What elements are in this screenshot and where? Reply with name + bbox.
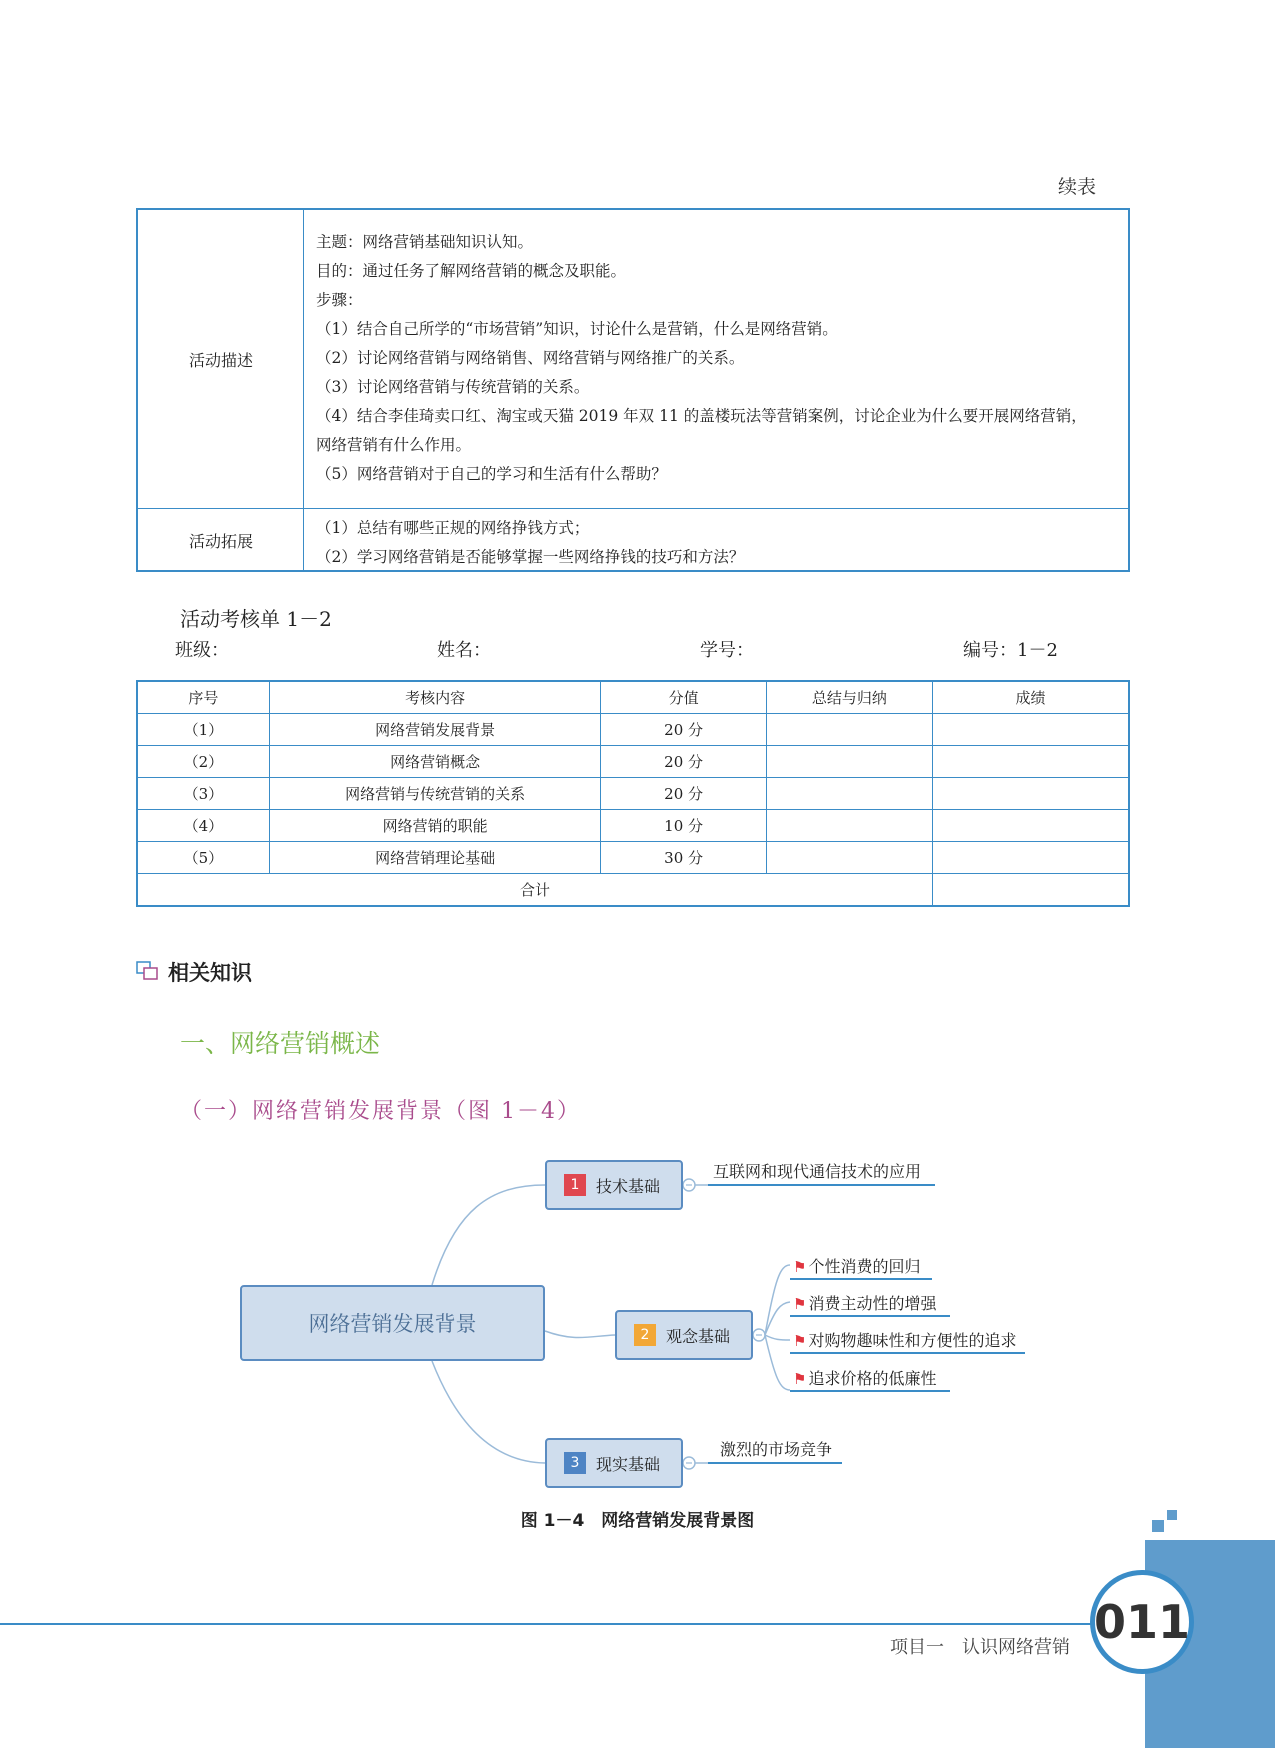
table-cell: 网络营销理论基础	[269, 842, 601, 874]
table-cell	[933, 778, 1129, 810]
mindmap-leaf: 互联网和现代通信技术的应用	[713, 1162, 922, 1181]
table-cell: 网络营销与传统营销的关系	[269, 778, 601, 810]
activity-table	[136, 208, 1130, 572]
table-cell: 网络营销的职能	[269, 810, 601, 842]
related-knowledge-title: 相关知识	[168, 961, 252, 985]
desc-line: 网络营销有什么作用。	[316, 436, 472, 454]
mindmap-leaf: ⚑ 对购物趣味性和方便性的追求	[793, 1331, 1017, 1350]
table-cell	[766, 714, 932, 746]
desc-line: （2）讨论网络营销与网络销售、网络营销与网络推广的关系。	[316, 349, 745, 367]
table-cell: （1）	[137, 714, 269, 746]
table-cell: （4）	[137, 810, 269, 842]
table-cell: 20 分	[601, 714, 766, 746]
class-label: 班级：	[175, 640, 229, 661]
header-cell: 总结与归纳	[766, 681, 932, 714]
mindmap-node-reality	[545, 1438, 683, 1488]
activity-row-divider	[138, 508, 1128, 509]
subsection-title: （一）网络营销发展背景（图 1－4）	[180, 1099, 581, 1124]
table-cell: （5）	[137, 842, 269, 874]
section-title: 一、网络营销概述	[180, 1029, 381, 1058]
table-cell: 网络营销发展背景	[269, 714, 601, 746]
total-row	[137, 874, 1129, 907]
ext-line: （2）学习网络营销是否能够掌握一些网络挣钱的技巧和方法？	[316, 548, 745, 566]
table-cell: 20 分	[601, 746, 766, 778]
table-cell	[933, 714, 1129, 746]
student-id-label: 学号：	[700, 640, 754, 661]
header-cell: 分值	[601, 681, 766, 714]
activity-desc-lines	[316, 228, 1087, 489]
table-header-row	[137, 681, 1129, 714]
header-cell: 成绩	[933, 681, 1129, 714]
desc-line: 主题：网络营销基础知识认知。	[316, 233, 534, 251]
activity-label-column	[138, 210, 304, 570]
page-number: 011	[1090, 1570, 1194, 1674]
table-row	[137, 746, 1129, 778]
desc-line: （5）网络营销对于自己的学习和生活有什么帮助？	[316, 465, 667, 483]
continued-label: 续表	[1058, 176, 1097, 198]
total-label: 合计	[137, 874, 933, 907]
total-value-cell	[933, 874, 1129, 907]
figure-caption: 图 1－4 网络营销发展背景图	[520, 1511, 755, 1531]
table-row	[137, 778, 1129, 810]
flag-icon: ⚑	[793, 1258, 807, 1276]
desc-line: 步骤：	[316, 291, 363, 309]
mindmap-node-concept	[615, 1310, 753, 1360]
table-cell	[766, 810, 932, 842]
table-cell: 20 分	[601, 778, 766, 810]
table-row	[137, 810, 1129, 842]
node-number-badge: 2	[634, 1324, 656, 1346]
mindmap-leaf: 激烈的市场竞争	[720, 1440, 833, 1459]
table-row	[137, 842, 1129, 874]
mindmap-root-node: 网络营销发展背景	[240, 1285, 545, 1361]
ext-line: （1）总结有哪些正规的网络挣钱方式；	[316, 519, 590, 537]
activity-desc-label: 活动描述	[188, 351, 253, 370]
footer-rule	[0, 1623, 1095, 1625]
activity-ext-label: 活动拓展	[188, 532, 253, 551]
mindmap-leaf: ⚑ 追求价格的低廉性	[793, 1369, 937, 1388]
desc-line: 目的：通过任务了解网络营销的概念及职能。	[316, 262, 627, 280]
table-cell: （3）	[137, 778, 269, 810]
activity-ext-lines	[316, 514, 744, 572]
table-cell: （2）	[137, 746, 269, 778]
table-row	[137, 714, 1129, 746]
table-cell	[933, 810, 1129, 842]
header-cell: 序号	[137, 681, 269, 714]
assessment-title: 活动考核单 1－2	[180, 607, 332, 631]
pixel-decoration	[1145, 1510, 1185, 1540]
mindmap-node-tech	[545, 1160, 683, 1210]
name-label: 姓名：	[437, 640, 491, 661]
footer-chapter-title: 项目一 认识网络营销	[890, 1637, 1070, 1658]
flag-icon: ⚑	[793, 1332, 807, 1350]
table-cell	[933, 746, 1129, 778]
desc-line: （3）讨论网络营销与传统营销的关系。	[316, 378, 590, 396]
assessment-table	[136, 680, 1130, 907]
table-cell: 10 分	[601, 810, 766, 842]
node-number-badge: 3	[564, 1452, 586, 1474]
desc-line: （1）结合自己所学的“市场营销”知识，讨论什么是营销，什么是网络营销。	[316, 320, 838, 338]
related-knowledge-icon	[136, 961, 160, 981]
table-cell	[933, 842, 1129, 874]
mindmap-leaf: ⚑ 个性消费的回归	[793, 1257, 921, 1276]
flag-icon: ⚑	[793, 1295, 807, 1313]
table-cell	[766, 778, 932, 810]
node-label: 观念基础	[666, 1326, 731, 1346]
mindmap-leaf: ⚑ 消费主动性的增强	[793, 1294, 937, 1313]
node-label: 技术基础	[596, 1176, 661, 1196]
header-cell: 考核内容	[269, 681, 601, 714]
desc-line: （4）结合李佳琦卖口红、淘宝或天猫 2019 年双 11 的盖楼玩法等营销案例，讨论企业为什么要开展网络营销，	[316, 407, 1087, 425]
table-cell: 30 分	[601, 842, 766, 874]
table-cell	[766, 842, 932, 874]
node-number-badge: 1	[564, 1174, 586, 1196]
number-label: 编号：1－2	[963, 640, 1058, 661]
table-cell: 网络营销概念	[269, 746, 601, 778]
flag-icon: ⚑	[793, 1370, 807, 1388]
table-cell	[766, 746, 932, 778]
node-label: 现实基础	[596, 1454, 661, 1474]
